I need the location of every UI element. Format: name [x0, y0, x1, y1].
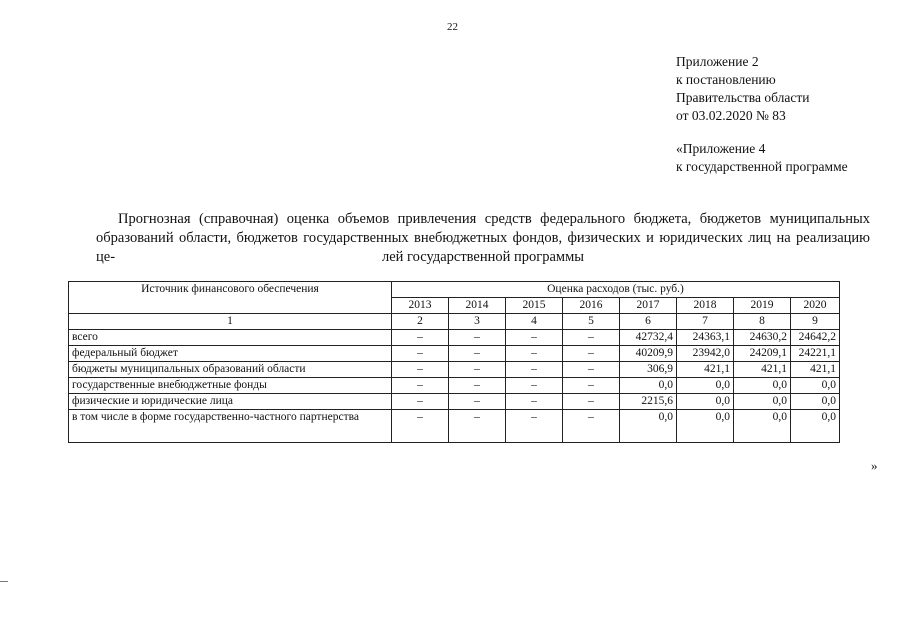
- value-cell: 0,0: [620, 410, 677, 443]
- value-cell: –: [563, 394, 620, 410]
- year-header: 2018: [677, 298, 734, 314]
- appendix-ref-line: «Приложение 4: [676, 141, 766, 156]
- value-cell: 0,0: [791, 394, 840, 410]
- value-cell: –: [563, 410, 620, 443]
- table-row: [69, 394, 840, 410]
- value-cell: –: [506, 362, 563, 378]
- appendix-line: Правительства области: [676, 90, 810, 105]
- source-cell: физические и юридические лица: [69, 394, 392, 410]
- value-cell: –: [563, 346, 620, 362]
- value-cell: –: [449, 346, 506, 362]
- value-cell: –: [449, 330, 506, 346]
- year-header: 2017: [620, 298, 677, 314]
- table-row: [69, 410, 840, 443]
- column-number: 3: [449, 314, 506, 330]
- value-cell: 24209,1: [734, 346, 791, 362]
- value-cell: 0,0: [677, 410, 734, 443]
- value-cell: –: [392, 330, 449, 346]
- value-cell: –: [506, 410, 563, 443]
- value-cell: –: [506, 346, 563, 362]
- value-cell: 24630,2: [734, 330, 791, 346]
- source-cell: всего: [69, 330, 392, 346]
- value-cell: 0,0: [734, 394, 791, 410]
- column-number: 9: [791, 314, 840, 330]
- financing-table: [68, 281, 840, 443]
- source-cell: бюджеты муниципальных образований области: [69, 362, 392, 378]
- value-cell: –: [392, 378, 449, 394]
- value-cell: 0,0: [734, 410, 791, 443]
- estimate-header: Оценка расходов (тыс. руб.): [392, 282, 840, 298]
- appendix-ref-block: [676, 140, 848, 176]
- closing-quote: »: [871, 458, 878, 473]
- margin-mark: [0, 581, 8, 582]
- year-header: 2019: [734, 298, 791, 314]
- value-cell: 0,0: [734, 378, 791, 394]
- value-cell: –: [563, 330, 620, 346]
- column-number: 2: [392, 314, 449, 330]
- appendix-block: [676, 53, 809, 125]
- source-cell: в том числе в форме государственно-частного партнерства: [69, 410, 392, 443]
- document-title-last-line: лей государственной программы: [381, 249, 584, 265]
- value-cell: –: [506, 394, 563, 410]
- year-header: 2016: [563, 298, 620, 314]
- document-title: Прогнозная (справочная) оценка объемов привлечения средств федерального бюджета, бюджетов муниципальных образований области, бюджетов государственных внебюджетных фондов, физических и юридических лиц на реализацию це-: [96, 211, 870, 265]
- source-cell: федеральный бюджет: [69, 346, 392, 362]
- table-row: [69, 362, 840, 378]
- value-cell: 23942,0: [677, 346, 734, 362]
- value-cell: –: [392, 346, 449, 362]
- value-cell: 421,1: [734, 362, 791, 378]
- table-row: [69, 378, 840, 394]
- column-number: 5: [563, 314, 620, 330]
- value-cell: 0,0: [677, 378, 734, 394]
- value-cell: –: [392, 394, 449, 410]
- value-cell: –: [392, 362, 449, 378]
- value-cell: –: [449, 394, 506, 410]
- value-cell: –: [563, 362, 620, 378]
- value-cell: 40209,9: [620, 346, 677, 362]
- year-header: 2013: [392, 298, 449, 314]
- value-cell: –: [506, 378, 563, 394]
- value-cell: 306,9: [620, 362, 677, 378]
- appendix-line: от 03.02.2020 № 83: [676, 108, 786, 123]
- value-cell: 24221,1: [791, 346, 840, 362]
- value-cell: 0,0: [791, 410, 840, 443]
- appendix-ref-line: к государственной программе: [676, 159, 848, 174]
- value-cell: 421,1: [791, 362, 840, 378]
- value-cell: 24642,2: [791, 330, 840, 346]
- value-cell: 0,0: [620, 378, 677, 394]
- year-header: 2020: [791, 298, 840, 314]
- value-cell: 24363,1: [677, 330, 734, 346]
- year-header: 2015: [506, 298, 563, 314]
- value-cell: –: [392, 410, 449, 443]
- column-number: 1: [69, 314, 392, 330]
- column-number: 8: [734, 314, 791, 330]
- page-number: 22: [447, 21, 458, 33]
- value-cell: 421,1: [677, 362, 734, 378]
- column-number: 7: [677, 314, 734, 330]
- year-header: 2014: [449, 298, 506, 314]
- table-row: [69, 346, 840, 362]
- value-cell: 2215,6: [620, 394, 677, 410]
- value-cell: –: [449, 362, 506, 378]
- source-cell: государственные внебюджетные фонды: [69, 378, 392, 394]
- appendix-line: Приложение 2: [676, 54, 759, 69]
- value-cell: 0,0: [791, 378, 840, 394]
- appendix-line: к постановлению: [676, 72, 776, 87]
- value-cell: –: [506, 330, 563, 346]
- value-cell: –: [563, 378, 620, 394]
- value-cell: –: [449, 410, 506, 443]
- value-cell: –: [449, 378, 506, 394]
- column-number: 4: [506, 314, 563, 330]
- value-cell: 42732,4: [620, 330, 677, 346]
- value-cell: 0,0: [677, 394, 734, 410]
- source-header: Источник финансового обеспечения: [69, 282, 392, 314]
- table-row: [69, 330, 840, 346]
- column-number: 6: [620, 314, 677, 330]
